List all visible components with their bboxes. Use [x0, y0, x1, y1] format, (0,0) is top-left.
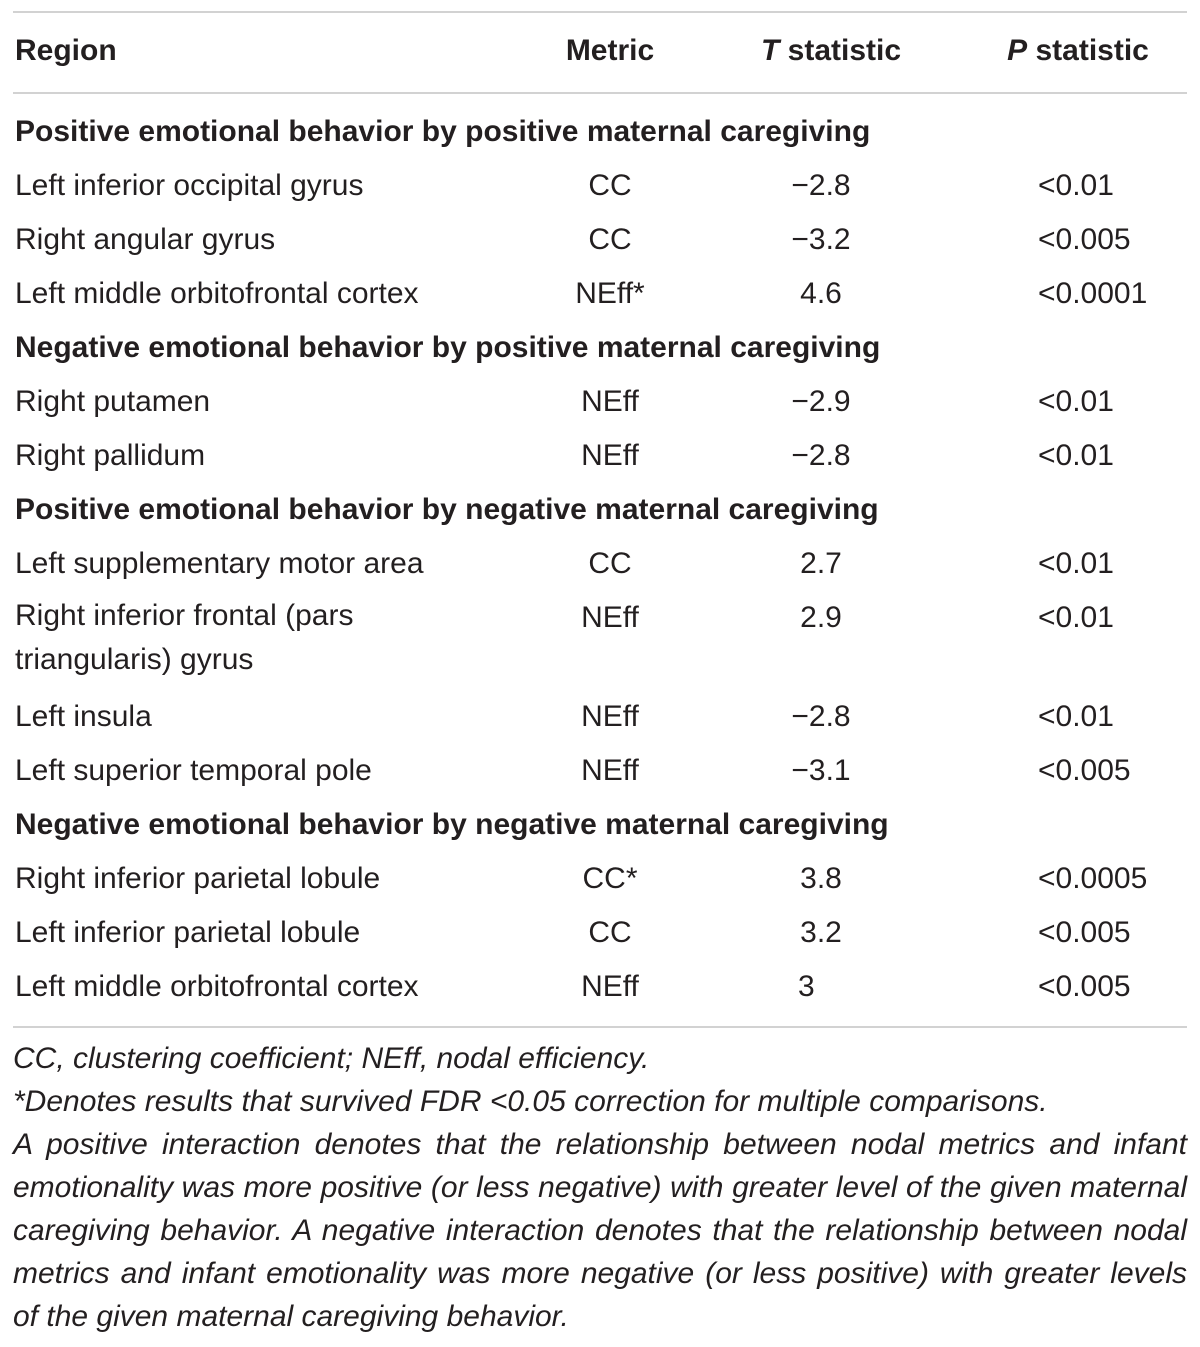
cell-metric: CC*: [582, 862, 638, 895]
cell-p-statistic: <0.005: [1038, 916, 1131, 949]
cell-metric: CC: [588, 916, 632, 949]
cell-region: Right inferior frontal (pars triangularis) gyrus: [15, 599, 354, 676]
cell-region: Right inferior parietal lobule: [15, 862, 381, 895]
footnote-interaction: A positive interaction denotes that the relationship between nodal metrics and infant emotionality was more positive (or less negative) with greater level of the given maternal caregiving behavior. A negative interaction denotes that the relationship between nodal metrics and infant emotionality was more negative (or less positive) with greater levels of the given maternal caregiving behavior.: [13, 1128, 1187, 1333]
cell-metric: CC: [588, 169, 632, 202]
cell-metric: CC: [588, 547, 632, 580]
cell-t-statistic: −2.8: [791, 700, 851, 733]
cell-metric: NEff: [581, 439, 639, 472]
cell-t-statistic: −3.2: [791, 223, 851, 256]
header-p-label: statistic: [1027, 34, 1149, 67]
cell-p-statistic: <0.01: [1038, 169, 1114, 202]
footnote-asterisk: *Denotes results that survived FDR <0.05 correction for multiple comparisons.: [13, 1085, 1048, 1118]
cell-metric: NEff: [581, 385, 639, 418]
cell-metric: NEff: [581, 601, 639, 634]
header-t-symbol: T: [760, 34, 780, 67]
cell-metric: NEff: [581, 970, 639, 1003]
cell-t-statistic: 2.9: [800, 601, 842, 634]
cell-metric: NEff*: [575, 277, 645, 310]
cell-region: Left inferior occipital gyrus: [15, 169, 364, 202]
cell-t-statistic: 2.7: [800, 547, 842, 580]
table-header-row: [0, 20, 1200, 84]
footnote-abbreviations: CC, clustering coefficient; NEff, nodal efficiency.: [13, 1042, 650, 1075]
cell-p-statistic: <0.01: [1038, 547, 1114, 580]
section-title: Negative emotional behavior by positive maternal caregiving: [15, 331, 881, 364]
table-top-rule: [13, 11, 1187, 13]
cell-p-statistic: <0.01: [1038, 439, 1114, 472]
header-p-statistic: [1007, 34, 1149, 68]
cell-t-statistic: 4.6: [800, 277, 842, 310]
cell-region: Left inferior parietal lobule: [15, 916, 361, 949]
cell-p-statistic: <0.005: [1038, 970, 1131, 1003]
table-footnotes: [13, 1037, 1187, 1338]
cell-metric: NEff: [581, 754, 639, 787]
cell-t-statistic: 3.8: [800, 862, 842, 895]
header-metric: Metric: [565, 34, 655, 67]
cell-metric: NEff: [581, 700, 639, 733]
cell-region: Left insula: [15, 700, 152, 733]
cell-p-statistic: <0.01: [1038, 601, 1114, 634]
cell-p-statistic: <0.01: [1038, 385, 1114, 418]
cell-t-statistic: 3.2: [800, 916, 842, 949]
cell-t-statistic: −2.8: [791, 439, 851, 472]
table-bottom-rule: [13, 1026, 1187, 1028]
header-t-statistic: [761, 34, 901, 68]
cell-t-statistic: −3.1: [791, 754, 851, 787]
section-title: Positive emotional behavior by positive maternal caregiving: [15, 115, 871, 148]
cell-p-statistic: <0.005: [1038, 223, 1131, 256]
cell-t-statistic: −2.8: [791, 169, 851, 202]
cell-p-statistic: <0.0005: [1038, 862, 1148, 895]
header-region: Region: [15, 34, 117, 67]
cell-region: Left supplementary motor area: [15, 547, 424, 580]
cell-region: Left middle orbitofrontal cortex: [15, 277, 419, 310]
cell-metric: CC: [588, 223, 632, 256]
header-p-symbol: P: [1007, 34, 1028, 67]
section-title: Negative emotional behavior by negative maternal caregiving: [15, 808, 889, 841]
section-title: Positive emotional behavior by negative maternal caregiving: [15, 493, 879, 526]
cell-p-statistic: <0.01: [1038, 700, 1114, 733]
cell-region: Left superior temporal pole: [15, 754, 372, 787]
cell-t-statistic: 3: [798, 970, 815, 1003]
header-t-label: statistic: [779, 34, 902, 67]
cell-region: Right angular gyrus: [15, 223, 276, 256]
cell-p-statistic: <0.0001: [1038, 277, 1148, 310]
cell-region: Right putamen: [15, 385, 211, 418]
cell-region: Left middle orbitofrontal cortex: [15, 970, 419, 1003]
cell-region: Right pallidum: [15, 439, 206, 472]
cell-t-statistic: −2.9: [791, 385, 851, 418]
header-bottom-rule: [13, 92, 1187, 94]
cell-p-statistic: <0.005: [1038, 754, 1131, 787]
